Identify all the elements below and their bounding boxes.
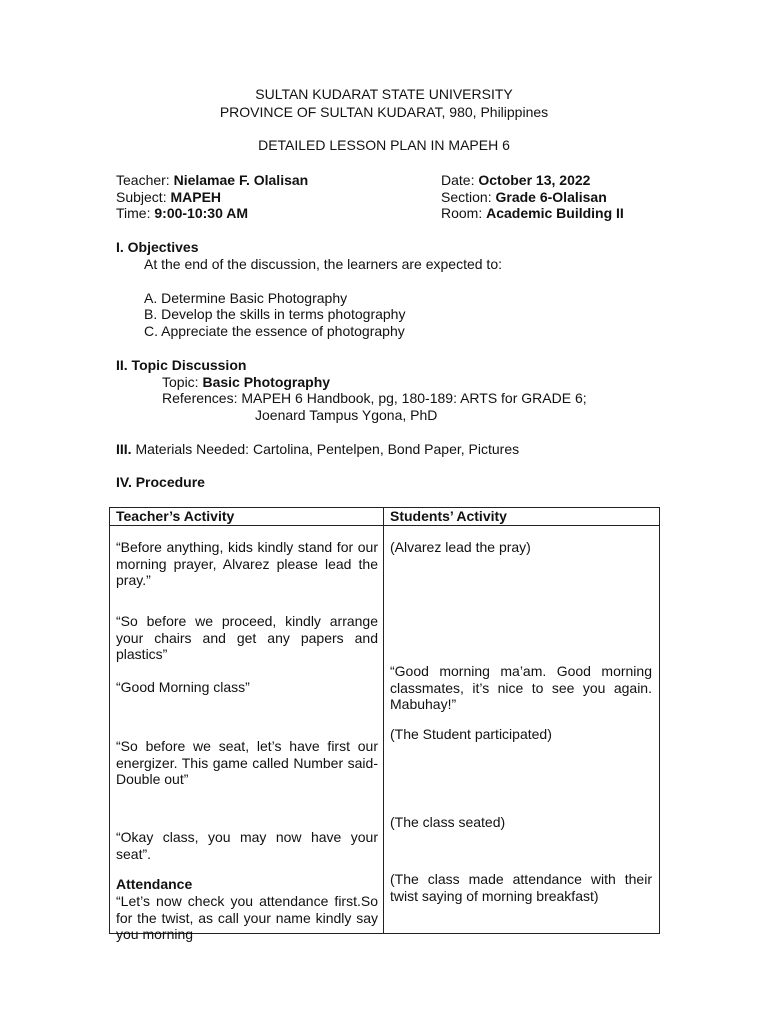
teacher-line-greeting: “Good Morning class” [116, 679, 250, 695]
objective-item: B. Develop the skills in terms photography [144, 306, 406, 322]
date-value: October 13, 2022 [478, 172, 591, 188]
students-activity-header: Students’ Activity [384, 508, 660, 526]
topic-label: Topic: [162, 374, 199, 390]
section-row [441, 189, 607, 206]
references-label: References: [162, 390, 238, 406]
materials-row [116, 441, 519, 458]
topic-value: Basic Photography [202, 374, 331, 390]
procedure-table [109, 507, 660, 943]
materials-text: Materials Needed: Cartolina, Pentelpen, Bond Paper, Pictures [135, 441, 520, 457]
teacher-label: Teacher: [116, 172, 170, 188]
room-row [441, 205, 624, 222]
topic-heading: II. Topic Discussion [116, 357, 247, 373]
attendance-heading: Attendance [116, 876, 193, 892]
objectives-intro: At the end of the discussion, the learners are expected to: [144, 256, 502, 272]
objective-item: A. Determine Basic Photography [144, 290, 348, 306]
time-value: 9:00-10:30 AM [154, 205, 249, 221]
room-value: Academic Building II [486, 205, 624, 221]
objectives-heading: I. Objectives [116, 239, 199, 255]
university-name: SULTAN KUDARAT STATE UNIVERSITY [255, 86, 513, 102]
procedure-heading: IV. Procedure [116, 474, 205, 490]
teacher-row [116, 172, 308, 189]
references-row [162, 390, 587, 407]
table-header-row [110, 508, 660, 526]
section-label: Section: [441, 189, 492, 205]
subject-row [116, 189, 221, 206]
teacher-line-energizer: “So before we seat, let’s have first our energizer. This game called Number said-Double out” [116, 738, 378, 788]
student-line-participated: (The Student participated) [390, 726, 552, 742]
teacher-line-arrange: “So before we proceed, kindly arrange your chairs and get any papers and plastics” [116, 613, 378, 663]
time-row [116, 205, 248, 222]
topic-row [162, 374, 330, 391]
date-row [441, 172, 590, 189]
student-line-greeting: “Good morning ma’am. Good morning classmates, it’s nice to see you again. Mabuhay!” [390, 663, 652, 713]
subject-label: Subject: [116, 189, 167, 205]
teacher-name: Nielamae F. Olalisan [173, 172, 309, 188]
time-label: Time: [116, 205, 151, 221]
references-line1: MAPEH 6 Handbook, pg, 180-189: ARTS for GRADE 6; [241, 390, 587, 406]
section-value: Grade 6-Olalisan [495, 189, 607, 205]
table-row [110, 526, 660, 934]
plan-title: DETAILED LESSON PLAN IN MAPEH 6 [258, 137, 510, 153]
date-label: Date: [441, 172, 475, 188]
student-line-attendance: (The class made attendance with their twist saying of morning breakfast) [390, 871, 652, 904]
teacher-line-attendance: “Let’s now check you attendance first.So for the twist, as call your name kindly say you morning [116, 893, 378, 943]
room-label: Room: [441, 205, 483, 221]
teacher-activity-cell [110, 526, 384, 943]
references-line2: Joenard Tampus Ygona, PhD [255, 407, 438, 423]
teacher-line-seat: “Okay class, you may now have your seat”. [116, 829, 378, 862]
subject-value: MAPEH [170, 189, 222, 205]
teacher-activity-header: Teacher’s Activity [110, 508, 384, 526]
province-line: PROVINCE OF SULTAN KUDARAT, 980, Philippines [219, 104, 549, 120]
objective-item: C. Appreciate the essence of photography [144, 323, 405, 339]
teacher-line-prayer: “Before anything, kids kindly stand for our morning prayer, Alvarez please lead the pray.” [116, 539, 378, 589]
materials-heading: III. [116, 441, 132, 457]
student-line-seated: (The class seated) [390, 814, 506, 830]
student-line-prayer: (Alvarez lead the pray) [390, 539, 531, 555]
students-activity-cell [384, 526, 660, 934]
